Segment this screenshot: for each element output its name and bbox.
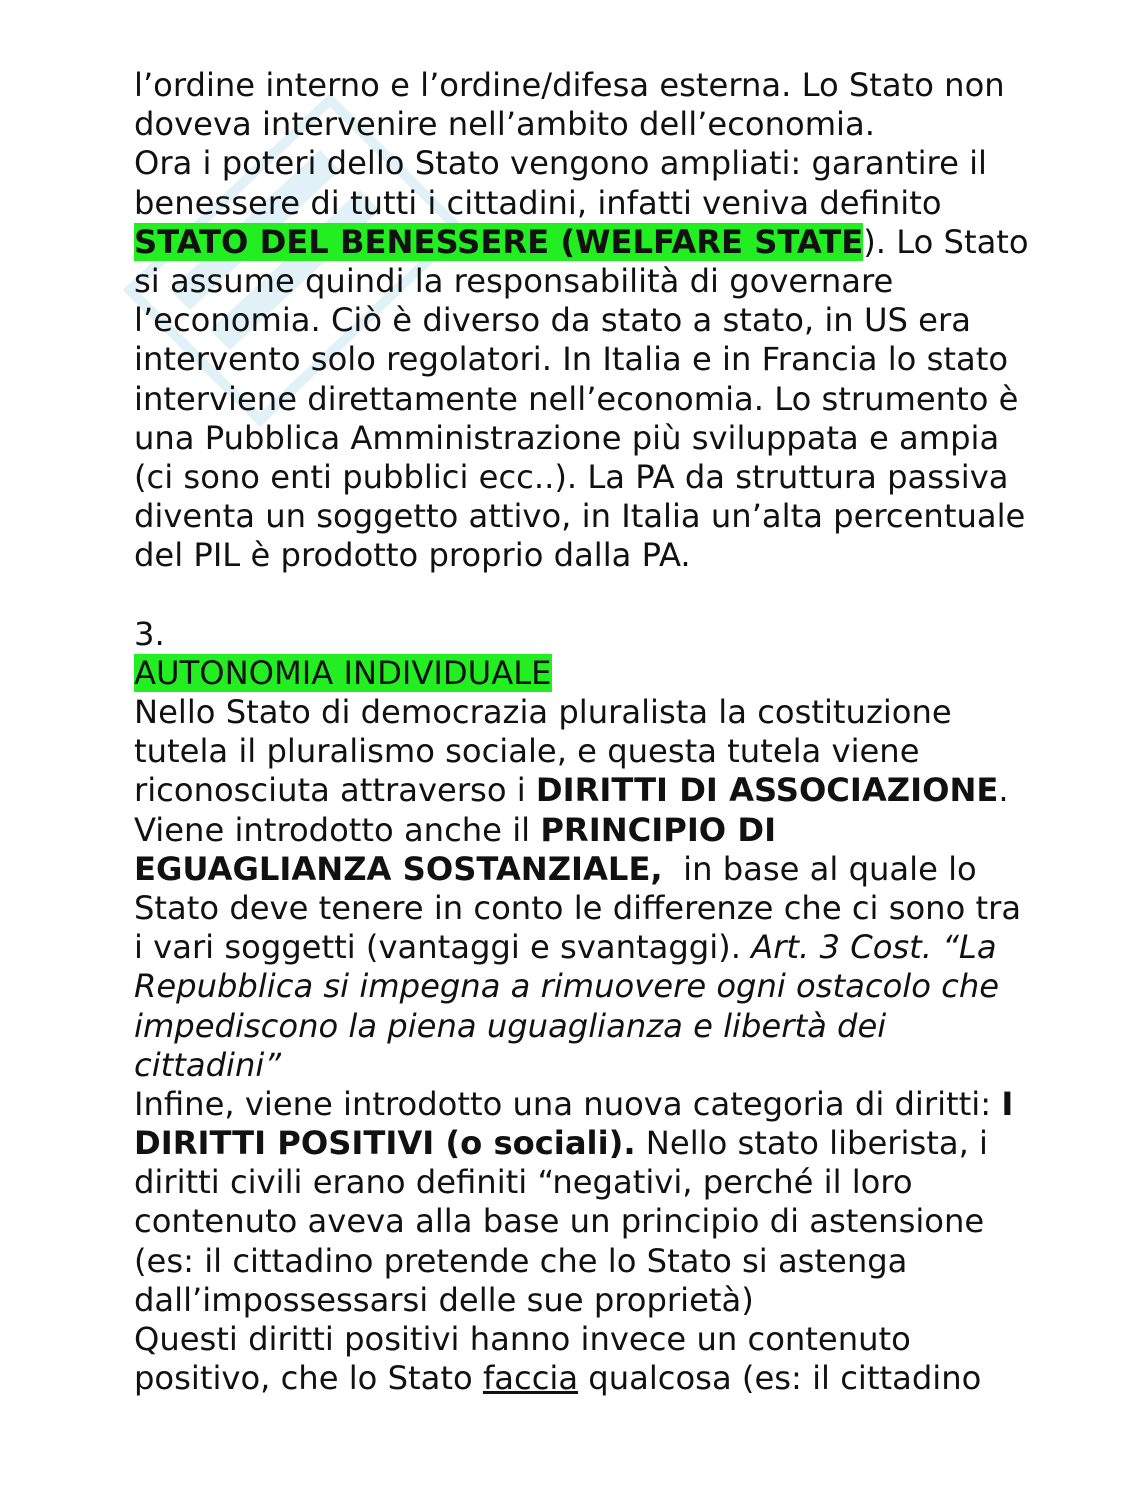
text-line: benessere di tutti i cittadini, infatti veniva definito: [134, 183, 942, 222]
text-line: (ci sono enti pubblici ecc..). La PA da struttura passiva: [134, 457, 1009, 496]
italic-citation: Art. 3 Cost. “La: [751, 928, 997, 967]
text-line: [134, 223, 1094, 262]
text-line: [134, 928, 1094, 967]
bold-term-diritti-associazione: DIRITTI DI ASSOCIAZIONE: [535, 771, 999, 810]
text-line: del PIL è prodotto proprio dalla PA.: [134, 536, 691, 575]
text-line: Stato deve tenere in conto le differenze che ci sono tra: [134, 888, 1022, 927]
text-line: tutela il pluralismo sociale, e questa tutela viene: [134, 732, 920, 771]
text-line: Nello Stato di democrazia pluralista la costituzione: [134, 693, 952, 731]
text-fragment: Nello stato liberista, i: [635, 1124, 988, 1163]
text-fragment: Infine, viene introdotto una nuova categoria di diritti:: [134, 1084, 1002, 1123]
text-line: [134, 1046, 1094, 1085]
text-line: [134, 1007, 1094, 1046]
italic-citation: Repubblica si impegna a rimuovere ogni ostacolo che: [134, 967, 1000, 1006]
text-line: contenuto aveva alla base un principio di astensione: [134, 1202, 985, 1241]
text-fragment: ). Lo Stato: [863, 222, 1029, 261]
text-line: Ora i poteri dello Stato vengono ampliati: garantire il: [134, 144, 987, 183]
text-line: interviene direttamente nell’economia. Lo strumento è: [134, 379, 1019, 418]
text-fragment: in base al quale lo: [662, 849, 977, 888]
text-fragment: i vari soggetti (vantaggi e svantaggi).: [134, 928, 752, 967]
bold-term-principio: PRINCIPIO DI: [540, 810, 777, 849]
text-line: [134, 1359, 1094, 1398]
text-line: l’economia. Ciò è diverso da stato a stato, in US era: [134, 301, 971, 340]
text-line: [134, 1124, 1094, 1163]
section-number: 3.: [134, 614, 165, 653]
text-fragment: Viene introdotto anche il: [134, 810, 541, 849]
text-line: dall’impossessarsi delle sue proprietà): [134, 1280, 754, 1319]
text-line: si assume quindi la responsabilità di governare: [134, 261, 894, 300]
highlighted-term-welfare-state: STATO DEL BENESSERE (WELFARE STATE: [134, 222, 864, 261]
text-line: [134, 850, 1094, 889]
section-heading: AUTONOMIA INDIVIDUALE: [134, 653, 552, 692]
underlined-word: faccia: [482, 1359, 579, 1398]
text-line: diritti civili erano definiti “negativi, perché il loro: [134, 1163, 913, 1202]
text-line: [134, 771, 1094, 810]
paragraph-welfare-state: [134, 66, 1094, 575]
bold-term-diritti-positivi: DIRITTI POSITIVI (o sociali).: [134, 1124, 636, 1163]
section-heading-line: [134, 654, 1094, 693]
text-line: l’ordine interno e l’ordine/difesa esterna. Lo Stato non: [134, 66, 1005, 104]
italic-citation: cittadini”: [134, 1045, 281, 1084]
italic-citation: impediscono la piena uguaglianza e libertà dei: [134, 1006, 887, 1045]
text-fragment: positivo, che lo Stato: [134, 1359, 483, 1398]
text-line: (es: il cittadino pretende che lo Stato si astenga: [134, 1241, 908, 1280]
text-line: [134, 967, 1094, 1006]
text-line: [134, 811, 1094, 850]
text-line: diventa un soggetto attivo, in Italia un’alta percentuale: [134, 497, 1026, 536]
document-page: [134, 66, 1094, 1398]
text-fragment: riconosciuta attraverso i: [134, 771, 536, 810]
text-fragment: qualcosa (es: il cittadino: [578, 1359, 982, 1398]
section-autonomia-individuale: [134, 615, 1094, 1399]
blank-line: [134, 575, 1094, 614]
text-line: [134, 1085, 1094, 1124]
text-fragment: .: [998, 771, 1009, 810]
bold-term-eguaglianza: EGUAGLIANZA SOSTANZIALE,: [134, 849, 663, 888]
bold-term: I: [1001, 1084, 1014, 1123]
text-line: una Pubblica Amministrazione più sviluppata e ampia: [134, 418, 1000, 457]
text-line: doveva intervenire nell’ambito dell’economia.: [134, 105, 875, 144]
text-line: intervento solo regolatori. In Italia e in Francia lo stato: [134, 340, 1009, 379]
text-line: Questi diritti positivi hanno invece un contenuto: [134, 1320, 911, 1358]
